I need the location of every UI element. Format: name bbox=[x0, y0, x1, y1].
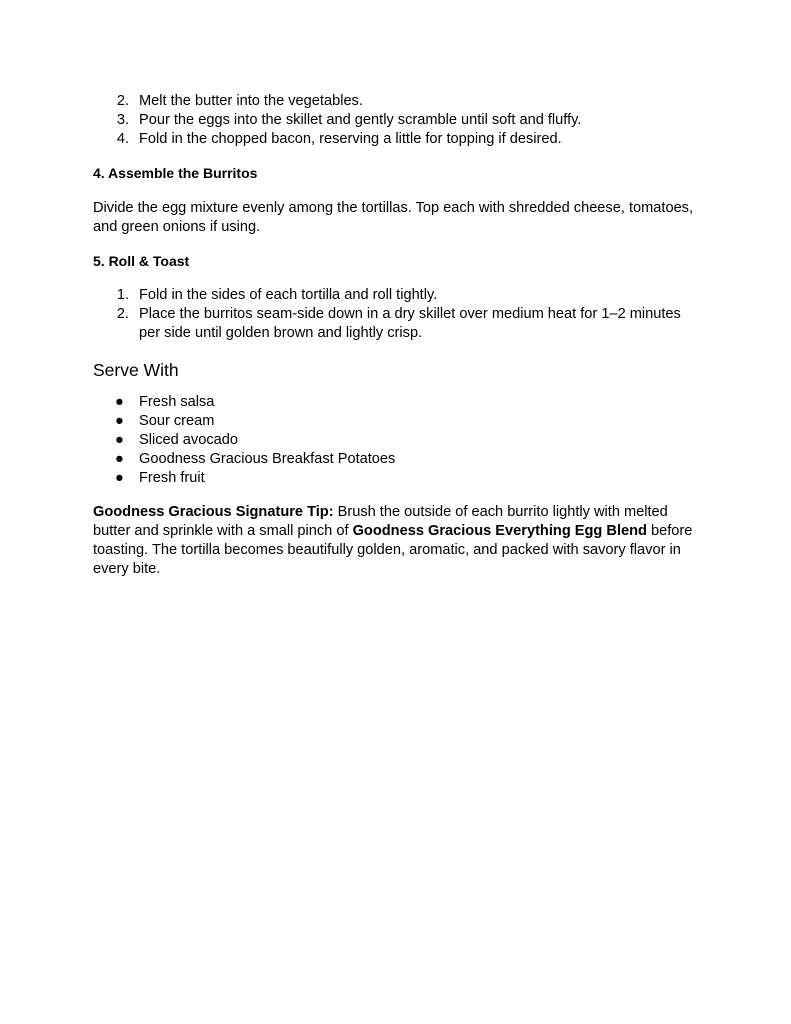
serve-list bbox=[93, 393, 703, 488]
list-item bbox=[93, 450, 703, 469]
steps-continued-list bbox=[93, 92, 703, 149]
assemble-paragraph: Divide the egg mixture evenly among the tortillas. Top each with shredded cheese, tomatoes, and green onions if using. bbox=[93, 200, 694, 235]
list-item-text: Sour cream bbox=[139, 413, 215, 429]
list-item-text: Pour the eggs into the skillet and gently scramble until soft and fluffy. bbox=[139, 112, 582, 128]
tip-label: Goodness Gracious Signature Tip: bbox=[93, 504, 334, 520]
list-item bbox=[93, 469, 703, 488]
list-number: 2. bbox=[116, 93, 129, 109]
list-item bbox=[93, 111, 703, 130]
list-item-text: Fold in the sides of each tortilla and roll tightly. bbox=[139, 287, 438, 303]
signature-tip bbox=[93, 503, 703, 579]
list-item-text: Sliced avocado bbox=[139, 432, 238, 448]
roll-steps-list bbox=[93, 286, 703, 343]
list-item-text: Fresh salsa bbox=[139, 394, 215, 410]
bullet-icon: ● bbox=[115, 432, 124, 448]
list-number: 4. bbox=[116, 131, 129, 147]
list-item bbox=[93, 412, 703, 431]
tip-text-part2: before toasting. The tortilla becomes beautifully golden, aromatic, and packed with savory flavor in every bite. bbox=[93, 523, 693, 577]
roll-heading: 5. Roll & Toast bbox=[93, 253, 190, 269]
list-item-text: Place the burritos seam-side down in a dry skillet over medium heat for 1–2 minutes per side until golden brown and lightly crisp. bbox=[139, 306, 681, 341]
bullet-icon: ● bbox=[115, 451, 124, 467]
bullet-icon: ● bbox=[115, 413, 124, 429]
list-item bbox=[93, 305, 703, 343]
tip-product-name: Goodness Gracious Everything Egg Blend bbox=[352, 523, 647, 539]
list-number: 2. bbox=[116, 306, 129, 322]
list-item-text: Fold in the chopped bacon, reserving a little for topping if desired. bbox=[139, 131, 562, 147]
list-item bbox=[93, 431, 703, 450]
list-number: 3. bbox=[116, 112, 129, 128]
document-page bbox=[93, 91, 703, 579]
list-number: 1. bbox=[116, 287, 129, 303]
list-item-text: Fresh fruit bbox=[139, 470, 205, 486]
list-item-text: Goodness Gracious Breakfast Potatoes bbox=[139, 451, 396, 467]
list-item-text: Melt the butter into the vegetables. bbox=[139, 93, 363, 109]
bullet-icon: ● bbox=[115, 470, 124, 486]
bullet-icon: ● bbox=[115, 394, 124, 410]
serve-heading: Serve With bbox=[93, 360, 179, 380]
tip-text-part1: Brush the outside of each burrito lightly with melted butter and sprinkle with a small pinch of bbox=[93, 504, 668, 539]
list-item bbox=[93, 393, 703, 412]
assemble-heading: 4. Assemble the Burritos bbox=[93, 165, 258, 181]
list-item bbox=[93, 286, 703, 305]
list-item bbox=[93, 92, 703, 111]
list-item bbox=[93, 130, 703, 149]
